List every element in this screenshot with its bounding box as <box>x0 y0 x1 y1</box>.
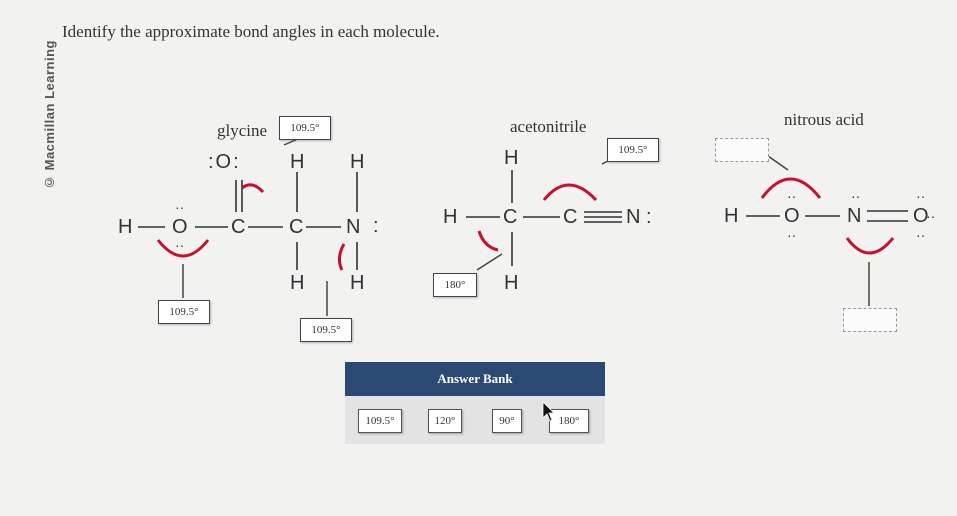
glycine-alpha-carbon: C <box>289 216 304 238</box>
glycine-carbonyl-carbon: C <box>231 216 246 238</box>
glycine-carbonyl-oxygen: :O: <box>208 151 241 173</box>
acetonitrile-methyl-carbon: C <box>503 206 518 228</box>
glycine-label: glycine <box>217 121 268 140</box>
glycine-nitrogen-lone-pair: : <box>373 215 379 237</box>
nitrous-acid-angle-slot-nitrogen[interactable] <box>843 308 897 332</box>
acetonitrile-label: acetonitrile <box>510 117 587 136</box>
glycine-angle-slot-carbonyl[interactable]: 109.5° <box>279 116 331 140</box>
nitrous-acid-label: nitrous acid <box>784 110 864 129</box>
glycine-hydrogen-bottom-2: H <box>350 272 365 294</box>
question-prompt: Identify the approximate bond angles in each molecule. <box>62 22 440 41</box>
acetonitrile-nitrile-carbon: C <box>563 206 578 228</box>
nitrous-acid-terminal-oxygen: O <box>913 205 929 227</box>
acetonitrile-angle-slot-methyl[interactable]: 180° <box>433 273 477 297</box>
nitrous-acid-angle-slot-oxygen[interactable] <box>715 138 769 162</box>
answer-option-120[interactable]: 120° <box>428 409 462 433</box>
nitrous-acid-terminal-oxygen-lone-pair-top: ·· <box>916 188 926 204</box>
acetonitrile-angle-slot-nitrile[interactable]: 109.5° <box>607 138 659 162</box>
nitrous-acid-hydroxyl-oxygen: O <box>784 205 800 227</box>
glycine-nitrogen: N <box>346 216 361 238</box>
glycine-oxygen-lone-pair-top: ·· <box>175 199 185 215</box>
glycine-hydrogen-top-2: H <box>350 151 365 173</box>
nitrous-acid-nitrogen: N <box>847 205 862 227</box>
answer-bank-header: Answer Bank <box>345 362 605 396</box>
glycine-hydroxyl-hydrogen: H <box>118 216 133 238</box>
glycine-hydrogen-top-1: H <box>290 151 305 173</box>
answer-option-180[interactable]: 180° <box>549 409 589 433</box>
glycine-hydrogen-bottom-1: H <box>290 272 305 294</box>
glycine-angle-slot-alpha-carbon[interactable]: 109.5° <box>300 318 352 342</box>
glycine-oxygen-lone-pair-bottom: ·· <box>175 237 185 253</box>
copyright-watermark: © Macmillan Learning <box>42 40 57 190</box>
nitrous-acid-hydrogen: H <box>724 205 739 227</box>
acetonitrile-nitrogen: N : <box>626 206 652 228</box>
acetonitrile-hydrogen-top: H <box>504 147 519 169</box>
acetonitrile-hydrogen-bottom: H <box>504 272 519 294</box>
answer-option-109-5[interactable]: 109.5° <box>358 409 402 433</box>
acetonitrile-hydrogen-left: H <box>443 206 458 228</box>
glycine-hydroxyl-oxygen: O <box>172 216 188 238</box>
nitrous-acid-nitrogen-lone-pair: ·· <box>851 188 861 204</box>
nitrous-acid-oxygen-lone-pair-bottom: ·· <box>787 227 797 243</box>
nitrous-acid-oxygen-lone-pair-top: ·· <box>787 188 797 204</box>
glycine-angle-slot-hydroxyl[interactable]: 109.5° <box>158 300 210 324</box>
answer-option-90[interactable]: 90° <box>492 409 522 433</box>
nitrous-acid-terminal-oxygen-lone-pair-right: ·· <box>926 208 936 224</box>
nitrous-acid-terminal-oxygen-lone-pair-bottom: ·· <box>916 227 926 243</box>
